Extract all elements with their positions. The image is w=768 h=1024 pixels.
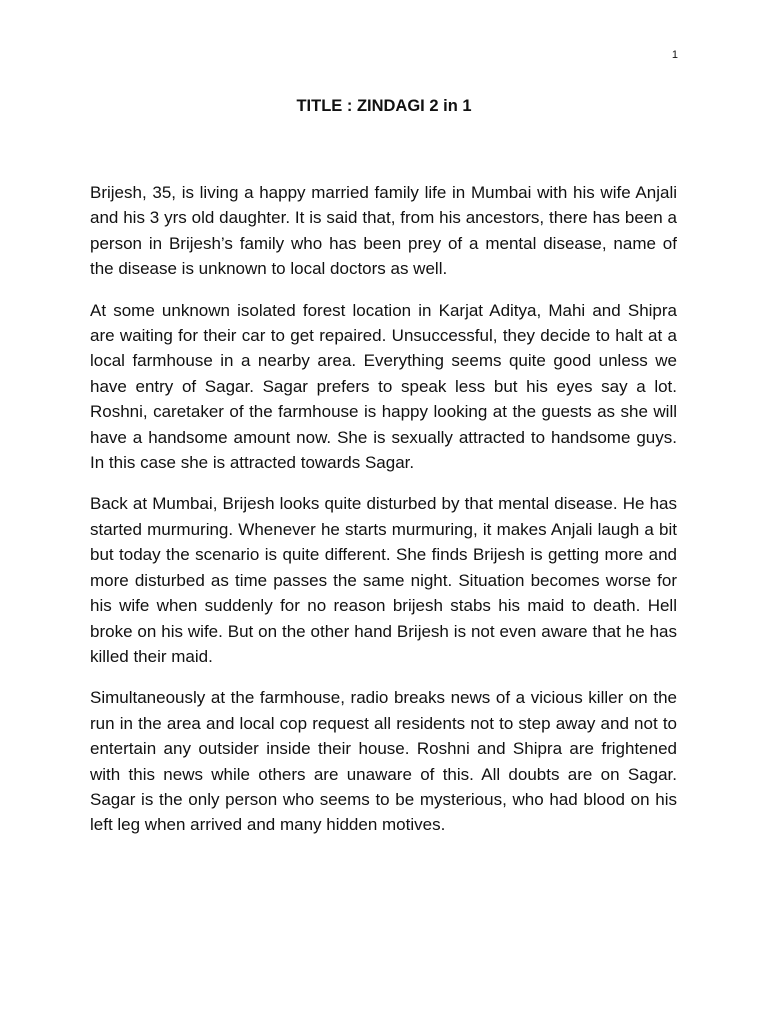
document-body — [90, 180, 677, 854]
document-title: TITLE : ZINDAGI 2 in 1 — [296, 97, 472, 115]
paragraph-3: Back at Mumbai, Brijesh looks quite disturbed by that mental disease. He has started murmuring. Whenever he starts murmuring, it makes Anjali laugh a bit but today the scenario is quite different. She finds Brijesh is getting more and more disturbed as time passes the same night. Situation becomes worse for his wife when suddenly for no reason brijesh stabs his maid to death. Hell broke on his wife. But on the other hand Brijesh is not even aware that he has killed their maid. — [90, 494, 677, 666]
paragraph-2: At some unknown isolated forest location in Karjat Aditya, Mahi and Shipra are waiting for their car to get repaired. Unsuccessful, they decide to halt at a local farmhouse in a nearby area. Everything seems quite good unless we have entry of Sagar. Sagar prefers to speak less but his eyes say a lot. Roshni, caretaker of the farmhouse is happy looking at the guests as she will have a handsome amount now. She is sexually attracted to handsome guys. In this case she is attracted towards Sagar. — [90, 300, 677, 473]
paragraph-1: Brijesh, 35, is living a happy married family life in Mumbai with his wife Anjali and his 3 yrs old daughter. It is said that, from his ancestors, there has been a person in Brijesh’s family who has been prey of a mental disease, name of the disease is unknown to local doctors as well. — [90, 183, 677, 279]
page-number: 1 — [671, 49, 678, 61]
paragraph-4: Simultaneously at the farmhouse, radio breaks news of a vicious killer on the run in the area and local cop request all residents not to step away and not to entertain any outsider inside their house. Roshni and Shipra are frightened with this news while others are unaware of this. All doubts are on Sagar. Sagar is the only person who seems to be mysterious, who had blood on his left leg when arrived and many hidden motives. — [90, 688, 677, 835]
